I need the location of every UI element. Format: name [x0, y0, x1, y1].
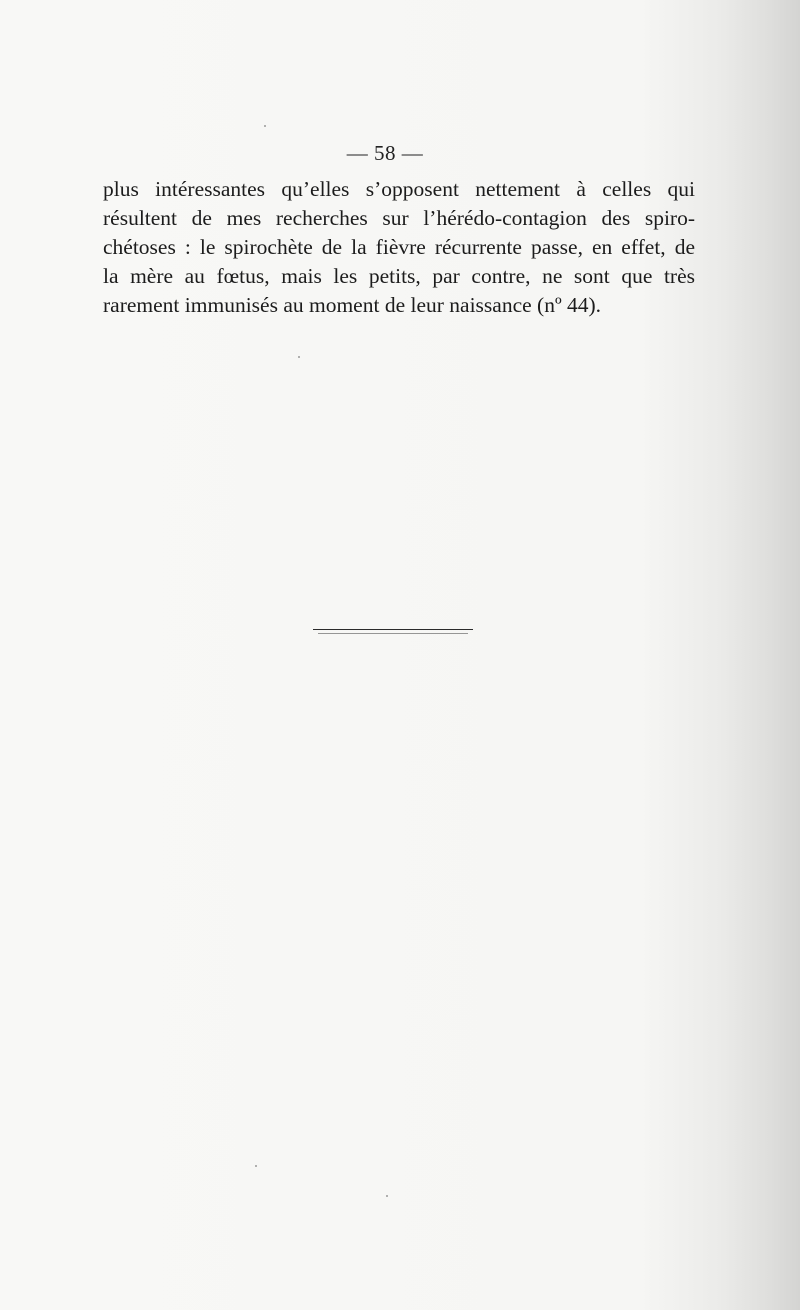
section-end-rule-shadow	[318, 633, 468, 634]
page-number: — 58 —	[346, 141, 424, 165]
text-line: la mère au fœtus, mais les petits, par contre, ne sont que très	[103, 264, 695, 288]
paper-speck	[255, 1165, 257, 1167]
section-end-rule	[313, 629, 473, 630]
body-paragraph	[103, 175, 695, 320]
paper-speck	[386, 1195, 388, 1197]
paper-speck	[298, 356, 300, 358]
text-line: plus intéressantes qu’elles s’opposent nettement à celles qui	[103, 177, 695, 201]
paper-speck	[264, 125, 266, 127]
text-line: chétoses : le spirochète de la fièvre récurrente passe, en effet, de	[103, 235, 695, 259]
text-line: résultent de mes recherches sur l’hérédo-contagion des spiro-	[103, 206, 695, 230]
text-line: rarement immunisés au moment de leur naissance (nº 44).	[103, 293, 602, 317]
